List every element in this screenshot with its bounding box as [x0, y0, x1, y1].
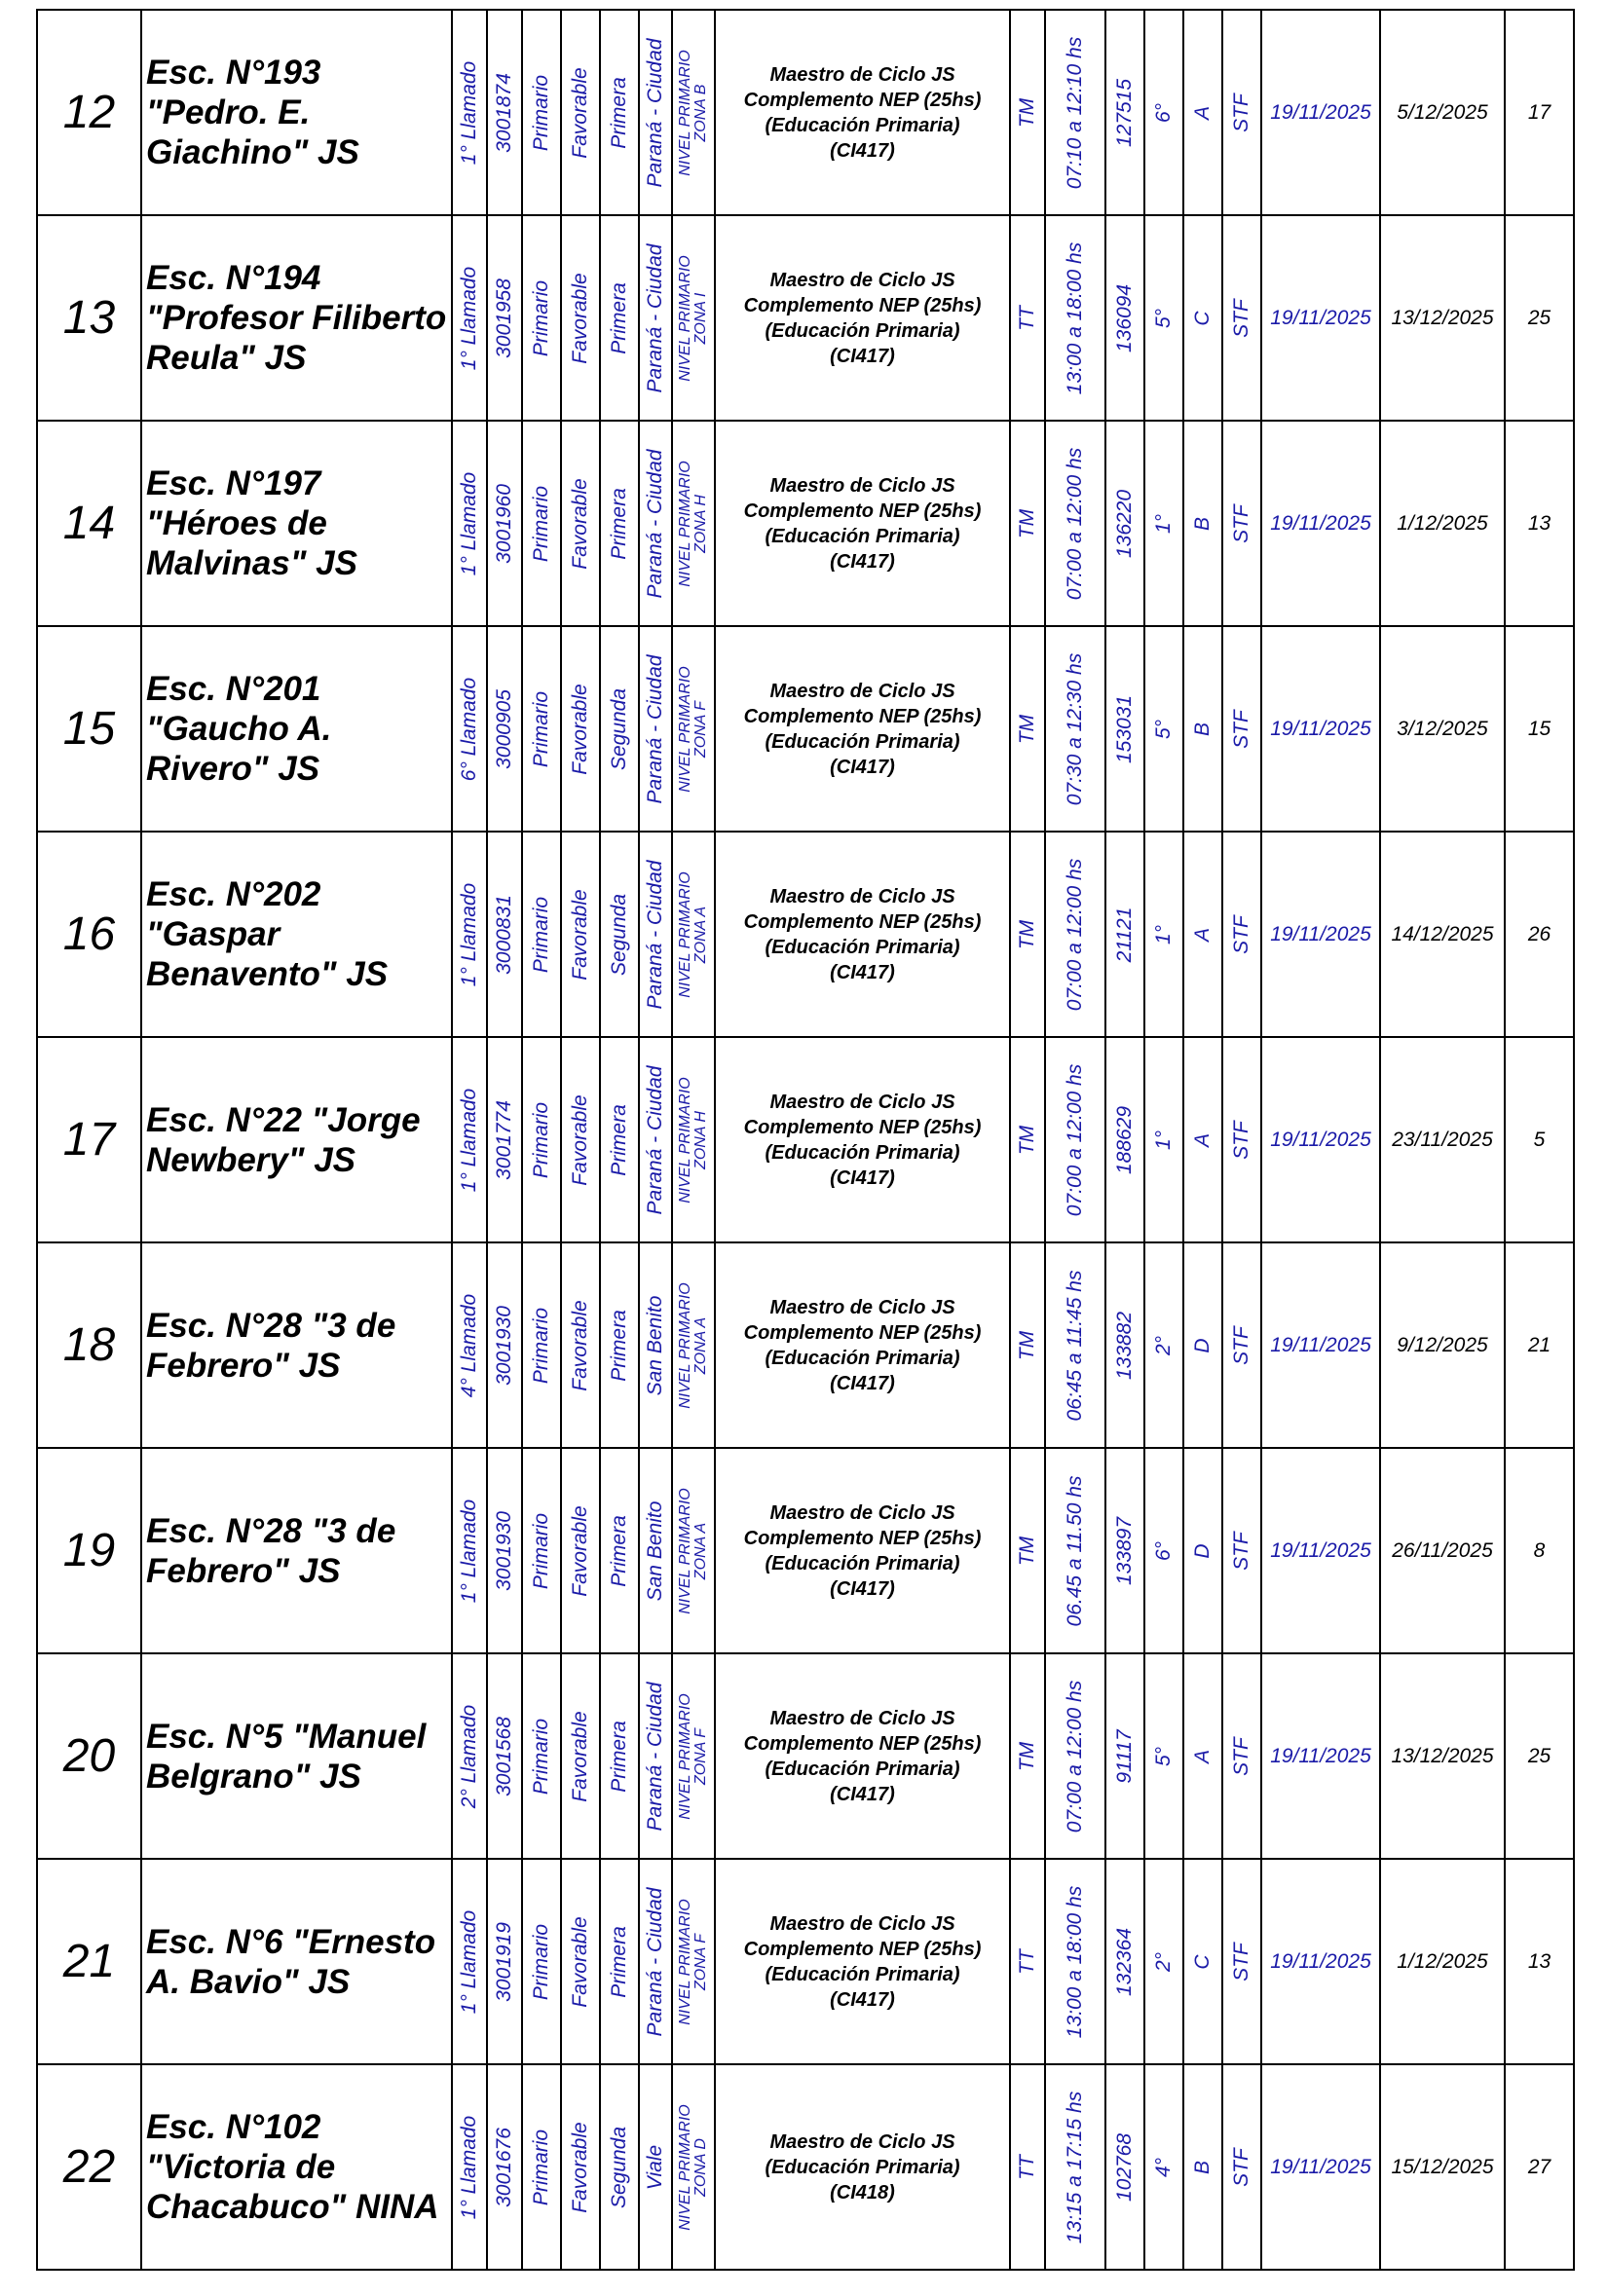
- horario-cell: 07:00 a 12:00 hs: [1045, 1653, 1105, 1859]
- seccion-cell: B: [1183, 2064, 1222, 2270]
- zona-cell: NIVEL PRIMARIO ZONA A: [672, 1448, 715, 1653]
- llamado-cell: 1° Llamado: [452, 10, 487, 215]
- localidad-cell: Paraná - Ciudad: [639, 1653, 672, 1859]
- code-cell: 3001930: [487, 1242, 522, 1448]
- llamado-cell: 1° Llamado: [452, 1448, 487, 1653]
- turno-cell: TM: [1010, 626, 1045, 832]
- grado-cell: 6°: [1144, 1448, 1183, 1653]
- code-cell: 3001958: [487, 215, 522, 421]
- fecha-inicio: 19/11/2025: [1261, 1448, 1380, 1653]
- table-row: [37, 1448, 1574, 1653]
- fecha-inicio: 19/11/2025: [1261, 1653, 1380, 1859]
- cargo-line: Maestro de Ciclo JS: [769, 269, 955, 291]
- zona-tipo-cell: Favorable: [561, 1859, 600, 2064]
- seccion-cell: A: [1183, 832, 1222, 1037]
- llamado-cell: 1° Llamado: [452, 421, 487, 626]
- zona-tipo-cell: Favorable: [561, 1448, 600, 1653]
- cargo-cell: [715, 1448, 1010, 1653]
- dias-count: 8: [1505, 1448, 1574, 1653]
- cargo-id-cell: 136094: [1105, 215, 1144, 421]
- categoria-cell: Segunda: [600, 626, 639, 832]
- horario-cell: 07:10 a 12:10 hs: [1045, 10, 1105, 215]
- zona-tipo-cell: Favorable: [561, 2064, 600, 2270]
- localidad-cell: Paraná - Ciudad: [639, 215, 672, 421]
- cargo-line: (CI417): [830, 550, 895, 573]
- cargo-line: Complemento NEP (25hs): [743, 1321, 982, 1344]
- nivel-cell: Primario: [522, 215, 561, 421]
- fecha-fin: 3/12/2025: [1380, 626, 1505, 832]
- cargo-line: Complemento NEP (25hs): [743, 1732, 982, 1755]
- localidad-cell: San Benito: [639, 1242, 672, 1448]
- cargo-line: Complemento NEP (25hs): [743, 1116, 982, 1138]
- cargo-cell: [715, 1037, 1010, 1242]
- zona-cell: NIVEL PRIMARIO ZONA F: [672, 626, 715, 832]
- seccion-cell: D: [1183, 1242, 1222, 1448]
- seccion-cell: B: [1183, 626, 1222, 832]
- localidad-cell: Paraná - Ciudad: [639, 832, 672, 1037]
- fecha-fin: 26/11/2025: [1380, 1448, 1505, 1653]
- fecha-fin: 5/12/2025: [1380, 10, 1505, 215]
- cargo-id-cell: 127515: [1105, 10, 1144, 215]
- zona-cell: NIVEL PRIMARIO ZONA F: [672, 1653, 715, 1859]
- cargo-line: (Educación Primaria): [765, 1552, 960, 1574]
- cargo-id-cell: 91117: [1105, 1653, 1144, 1859]
- dias-count: 25: [1505, 215, 1574, 421]
- cargo-line: Maestro de Ciclo JS: [769, 1091, 955, 1113]
- table-row: [37, 215, 1574, 421]
- school-name: Esc. N°6 "Ernesto A. Bavio" JS: [141, 1859, 452, 2064]
- zona-tipo-cell: Favorable: [561, 10, 600, 215]
- table-row: [37, 10, 1574, 215]
- row-number: 19: [37, 1448, 141, 1653]
- turno-cell: TM: [1010, 421, 1045, 626]
- table-row: [37, 626, 1574, 832]
- cargo-cell: [715, 1242, 1010, 1448]
- turno-cell: TM: [1010, 1242, 1045, 1448]
- fecha-fin: 1/12/2025: [1380, 1859, 1505, 2064]
- code-cell: 3001874: [487, 10, 522, 215]
- horario-cell: 06.45 a 11.50 hs: [1045, 1448, 1105, 1653]
- school-name: Esc. N°102 "Victoria de Chacabuco" NINA: [141, 2064, 452, 2270]
- situacion-cell: STF: [1222, 421, 1261, 626]
- row-number: 20: [37, 1653, 141, 1859]
- nivel-cell: Primario: [522, 2064, 561, 2270]
- nivel-cell: Primario: [522, 1448, 561, 1653]
- dias-count: 26: [1505, 832, 1574, 1037]
- row-number: 15: [37, 626, 141, 832]
- localidad-cell: Paraná - Ciudad: [639, 1859, 672, 2064]
- school-name: Esc. N°193 "Pedro. E. Giachino" JS: [141, 10, 452, 215]
- fecha-fin: 15/12/2025: [1380, 2064, 1505, 2270]
- situacion-cell: STF: [1222, 1448, 1261, 1653]
- turno-cell: TM: [1010, 832, 1045, 1037]
- llamado-cell: 1° Llamado: [452, 1037, 487, 1242]
- table-row: [37, 832, 1574, 1037]
- cargo-line: (Educación Primaria): [765, 1347, 960, 1369]
- cargo-line: Maestro de Ciclo JS: [769, 1501, 955, 1524]
- zona-tipo-cell: Favorable: [561, 832, 600, 1037]
- row-number: 12: [37, 10, 141, 215]
- horario-cell: 13:15 a 17:15 hs: [1045, 2064, 1105, 2270]
- zona-cell: NIVEL PRIMARIO ZONA A: [672, 1242, 715, 1448]
- cargo-line: Maestro de Ciclo JS: [769, 1296, 955, 1318]
- categoria-cell: Primera: [600, 1242, 639, 1448]
- cargo-id-cell: 188629: [1105, 1037, 1144, 1242]
- cargo-line: Complemento NEP (25hs): [743, 89, 982, 111]
- cargo-line: Complemento NEP (25hs): [743, 1938, 982, 1960]
- cargo-line: Maestro de Ciclo JS: [769, 680, 955, 702]
- cargo-line: (Educación Primaria): [765, 936, 960, 958]
- seccion-cell: A: [1183, 1037, 1222, 1242]
- situacion-cell: STF: [1222, 1653, 1261, 1859]
- llamado-cell: 1° Llamado: [452, 832, 487, 1037]
- cargo-line: Maestro de Ciclo JS: [769, 474, 955, 497]
- row-number: 13: [37, 215, 141, 421]
- situacion-cell: STF: [1222, 832, 1261, 1037]
- cargo-line: (CI417): [830, 1167, 895, 1189]
- cargo-line: (CI417): [830, 1372, 895, 1394]
- cargo-line: Complemento NEP (25hs): [743, 910, 982, 933]
- cargo-line: (CI417): [830, 961, 895, 983]
- cargo-cell: [715, 626, 1010, 832]
- categoria-cell: Primera: [600, 1448, 639, 1653]
- dias-count: 13: [1505, 421, 1574, 626]
- nivel-cell: Primario: [522, 1242, 561, 1448]
- fecha-inicio: 19/11/2025: [1261, 1037, 1380, 1242]
- categoria-cell: Segunda: [600, 832, 639, 1037]
- horario-cell: 07:00 a 12:00 hs: [1045, 832, 1105, 1037]
- table-row: [37, 1037, 1574, 1242]
- localidad-cell: Paraná - Ciudad: [639, 10, 672, 215]
- row-number: 16: [37, 832, 141, 1037]
- horario-cell: 13:00 a 18:00 hs: [1045, 1859, 1105, 2064]
- cargo-cell: [715, 2064, 1010, 2270]
- zona-tipo-cell: Favorable: [561, 421, 600, 626]
- cargo-line: (CI417): [830, 1783, 895, 1805]
- fecha-inicio: 19/11/2025: [1261, 1242, 1380, 1448]
- cargo-line: Maestro de Ciclo JS: [769, 1912, 955, 1935]
- llamado-cell: 6° Llamado: [452, 626, 487, 832]
- fecha-fin: 14/12/2025: [1380, 832, 1505, 1037]
- school-name: Esc. N°202 "Gaspar Benavento" JS: [141, 832, 452, 1037]
- cargo-line: (CI417): [830, 1988, 895, 2011]
- dias-count: 21: [1505, 1242, 1574, 1448]
- row-number: 14: [37, 421, 141, 626]
- cargo-line: (Educación Primaria): [765, 1141, 960, 1164]
- cargo-line: Maestro de Ciclo JS: [769, 2130, 955, 2153]
- cargo-line: Maestro de Ciclo JS: [769, 1707, 955, 1729]
- code-cell: 3000905: [487, 626, 522, 832]
- grado-cell: 5°: [1144, 215, 1183, 421]
- seccion-cell: A: [1183, 10, 1222, 215]
- cargo-line: (CI418): [830, 2181, 895, 2203]
- zona-tipo-cell: Favorable: [561, 1242, 600, 1448]
- cargo-id-cell: 153031: [1105, 626, 1144, 832]
- horario-cell: 07:30 a 12:30 hs: [1045, 626, 1105, 832]
- nivel-cell: Primario: [522, 10, 561, 215]
- situacion-cell: STF: [1222, 2064, 1261, 2270]
- dias-count: 13: [1505, 1859, 1574, 2064]
- row-number: 17: [37, 1037, 141, 1242]
- zona-cell: NIVEL PRIMARIO ZONA F: [672, 1859, 715, 2064]
- turno-cell: TM: [1010, 1037, 1045, 1242]
- zona-cell: NIVEL PRIMARIO ZONA D: [672, 2064, 715, 2270]
- fecha-inicio: 19/11/2025: [1261, 1859, 1380, 2064]
- school-name: Esc. N°28 "3 de Febrero" JS: [141, 1448, 452, 1653]
- table-row: [37, 2064, 1574, 2270]
- code-cell: 3001568: [487, 1653, 522, 1859]
- fecha-inicio: 19/11/2025: [1261, 626, 1380, 832]
- situacion-cell: STF: [1222, 1242, 1261, 1448]
- categoria-cell: Primera: [600, 421, 639, 626]
- row-number: 22: [37, 2064, 141, 2270]
- situacion-cell: STF: [1222, 1037, 1261, 1242]
- zona-tipo-cell: Favorable: [561, 1653, 600, 1859]
- zona-tipo-cell: Favorable: [561, 626, 600, 832]
- cargo-id-cell: 132364: [1105, 1859, 1144, 2064]
- row-number: 21: [37, 1859, 141, 2064]
- horario-cell: 13:00 a 18:00 hs: [1045, 215, 1105, 421]
- fecha-fin: 1/12/2025: [1380, 421, 1505, 626]
- dias-count: 15: [1505, 626, 1574, 832]
- grado-cell: 5°: [1144, 626, 1183, 832]
- nivel-cell: Primario: [522, 421, 561, 626]
- school-name: Esc. N°194 "Profesor Filiberto Reula" JS: [141, 215, 452, 421]
- vacancy-table: [36, 9, 1575, 2271]
- school-name: Esc. N°201 "Gaucho A. Rivero" JS: [141, 626, 452, 832]
- code-cell: 3000831: [487, 832, 522, 1037]
- grado-cell: 6°: [1144, 10, 1183, 215]
- localidad-cell: San Benito: [639, 1448, 672, 1653]
- categoria-cell: Primera: [600, 1859, 639, 2064]
- fecha-fin: 13/12/2025: [1380, 1653, 1505, 1859]
- zona-tipo-cell: Favorable: [561, 1037, 600, 1242]
- seccion-cell: D: [1183, 1448, 1222, 1653]
- categoria-cell: Primera: [600, 10, 639, 215]
- school-name: Esc. N°5 "Manuel Belgrano" JS: [141, 1653, 452, 1859]
- fecha-fin: 13/12/2025: [1380, 215, 1505, 421]
- grado-cell: 5°: [1144, 1653, 1183, 1859]
- turno-cell: TM: [1010, 10, 1045, 215]
- zona-tipo-cell: Favorable: [561, 215, 600, 421]
- turno-cell: TT: [1010, 1859, 1045, 2064]
- cargo-id-cell: 102768: [1105, 2064, 1144, 2270]
- zona-cell: NIVEL PRIMARIO ZONA H: [672, 421, 715, 626]
- turno-cell: TM: [1010, 1653, 1045, 1859]
- cargo-cell: [715, 10, 1010, 215]
- zona-cell: NIVEL PRIMARIO ZONA B: [672, 10, 715, 215]
- grado-cell: 2°: [1144, 1859, 1183, 2064]
- code-cell: 3001930: [487, 1448, 522, 1653]
- horario-cell: 06:45 a 11:45 hs: [1045, 1242, 1105, 1448]
- school-name: Esc. N°197 "Héroes de Malvinas" JS: [141, 421, 452, 626]
- grado-cell: 2°: [1144, 1242, 1183, 1448]
- localidad-cell: Paraná - Ciudad: [639, 626, 672, 832]
- nivel-cell: Primario: [522, 1037, 561, 1242]
- fecha-inicio: 19/11/2025: [1261, 215, 1380, 421]
- cargo-line: Complemento NEP (25hs): [743, 500, 982, 522]
- situacion-cell: STF: [1222, 1859, 1261, 2064]
- dias-count: 27: [1505, 2064, 1574, 2270]
- cargo-line: (Educación Primaria): [765, 114, 960, 136]
- nivel-cell: Primario: [522, 832, 561, 1037]
- cargo-line: (CI417): [830, 139, 895, 162]
- fecha-inicio: 19/11/2025: [1261, 832, 1380, 1037]
- code-cell: 3001676: [487, 2064, 522, 2270]
- cargo-line: Maestro de Ciclo JS: [769, 885, 955, 907]
- turno-cell: TM: [1010, 1448, 1045, 1653]
- fecha-inicio: 19/11/2025: [1261, 421, 1380, 626]
- nivel-cell: Primario: [522, 1653, 561, 1859]
- llamado-cell: 1° Llamado: [452, 215, 487, 421]
- seccion-cell: A: [1183, 1653, 1222, 1859]
- seccion-cell: C: [1183, 1859, 1222, 2064]
- school-name: Esc. N°28 "3 de Febrero" JS: [141, 1242, 452, 1448]
- llamado-cell: 2° Llamado: [452, 1653, 487, 1859]
- code-cell: 3001774: [487, 1037, 522, 1242]
- fecha-inicio: 19/11/2025: [1261, 10, 1380, 215]
- cargo-cell: [715, 1653, 1010, 1859]
- localidad-cell: Viale: [639, 2064, 672, 2270]
- categoria-cell: Segunda: [600, 2064, 639, 2270]
- row-number: 18: [37, 1242, 141, 1448]
- turno-cell: TT: [1010, 2064, 1045, 2270]
- cargo-line: (Educación Primaria): [765, 525, 960, 547]
- zona-cell: NIVEL PRIMARIO ZONA I: [672, 215, 715, 421]
- cargo-id-cell: 133897: [1105, 1448, 1144, 1653]
- situacion-cell: STF: [1222, 626, 1261, 832]
- dias-count: 5: [1505, 1037, 1574, 1242]
- table-row: [37, 421, 1574, 626]
- table-row: [37, 1859, 1574, 2064]
- turno-cell: TT: [1010, 215, 1045, 421]
- horario-cell: 07:00 a 12:00 hs: [1045, 421, 1105, 626]
- code-cell: 3001919: [487, 1859, 522, 2064]
- zona-cell: NIVEL PRIMARIO ZONA H: [672, 1037, 715, 1242]
- categoria-cell: Primera: [600, 1653, 639, 1859]
- fecha-fin: 23/11/2025: [1380, 1037, 1505, 1242]
- code-cell: 3001960: [487, 421, 522, 626]
- cargo-line: (Educación Primaria): [765, 730, 960, 753]
- cargo-line: (Educación Primaria): [765, 1963, 960, 1985]
- dias-count: 25: [1505, 1653, 1574, 1859]
- grado-cell: 1°: [1144, 421, 1183, 626]
- seccion-cell: C: [1183, 215, 1222, 421]
- nivel-cell: Primario: [522, 1859, 561, 2064]
- grado-cell: 4°: [1144, 2064, 1183, 2270]
- school-name: Esc. N°22 "Jorge Newbery" JS: [141, 1037, 452, 1242]
- dias-count: 17: [1505, 10, 1574, 215]
- cargo-line: Complemento NEP (25hs): [743, 294, 982, 316]
- llamado-cell: 1° Llamado: [452, 1859, 487, 2064]
- zona-cell: NIVEL PRIMARIO ZONA A: [672, 832, 715, 1037]
- table-row: [37, 1653, 1574, 1859]
- cargo-cell: [715, 1859, 1010, 2064]
- table-row: [37, 1242, 1574, 1448]
- cargo-line: (Educación Primaria): [765, 319, 960, 342]
- seccion-cell: B: [1183, 421, 1222, 626]
- situacion-cell: STF: [1222, 215, 1261, 421]
- cargo-id-cell: 136220: [1105, 421, 1144, 626]
- cargo-line: (Educación Primaria): [765, 2156, 960, 2178]
- horario-cell: 07:00 a 12:00 hs: [1045, 1037, 1105, 1242]
- cargo-line: (CI417): [830, 345, 895, 367]
- cargo-line: Complemento NEP (25hs): [743, 1527, 982, 1549]
- fecha-fin: 9/12/2025: [1380, 1242, 1505, 1448]
- llamado-cell: 4° Llamado: [452, 1242, 487, 1448]
- situacion-cell: STF: [1222, 10, 1261, 215]
- cargo-line: Complemento NEP (25hs): [743, 705, 982, 727]
- cargo-line: Maestro de Ciclo JS: [769, 63, 955, 86]
- cargo-cell: [715, 215, 1010, 421]
- cargo-line: (CI417): [830, 1577, 895, 1600]
- nivel-cell: Primario: [522, 626, 561, 832]
- fecha-inicio: 19/11/2025: [1261, 2064, 1380, 2270]
- cargo-line: (CI417): [830, 756, 895, 778]
- grado-cell: 1°: [1144, 1037, 1183, 1242]
- cargo-id-cell: 133882: [1105, 1242, 1144, 1448]
- localidad-cell: Paraná - Ciudad: [639, 1037, 672, 1242]
- grado-cell: 1°: [1144, 832, 1183, 1037]
- localidad-cell: Paraná - Ciudad: [639, 421, 672, 626]
- llamado-cell: 1° Llamado: [452, 2064, 487, 2270]
- categoria-cell: Primera: [600, 215, 639, 421]
- cargo-cell: [715, 421, 1010, 626]
- cargo-cell: [715, 832, 1010, 1037]
- cargo-id-cell: 21121: [1105, 832, 1144, 1037]
- cargo-line: (Educación Primaria): [765, 1758, 960, 1780]
- categoria-cell: Primera: [600, 1037, 639, 1242]
